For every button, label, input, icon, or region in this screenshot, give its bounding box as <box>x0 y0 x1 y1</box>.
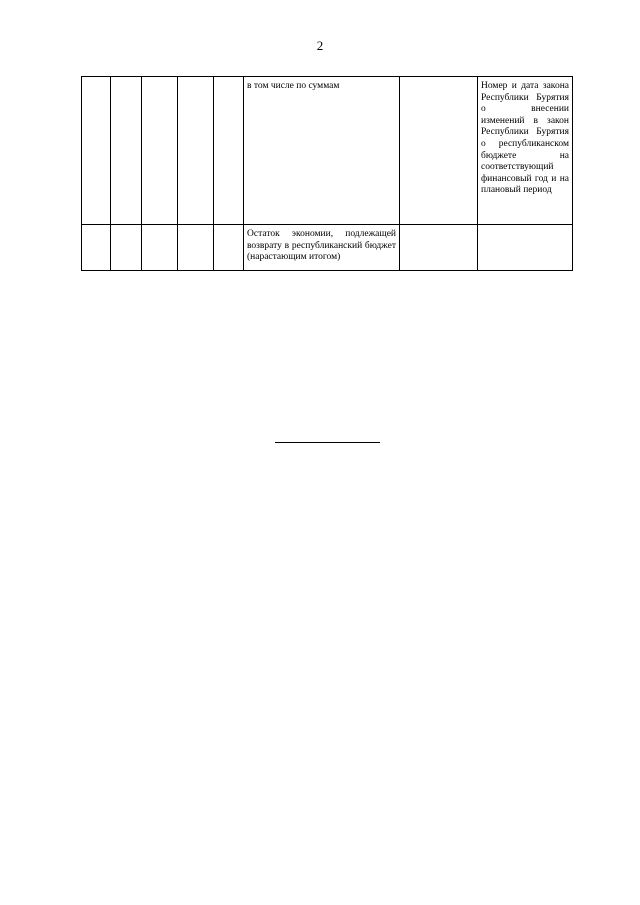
table-cell-note: Номер и дата закона Республики Бурятия о внесении изменений в закон Республики Бурятия о республиканском бюджете на соответствующий финансовый год и на плановый период <box>478 77 573 225</box>
table-cell-empty <box>214 225 244 271</box>
table-cell-empty <box>82 77 111 225</box>
table-cell-empty <box>214 77 244 225</box>
table-cell-description: Остаток экономии, подлежащей возврату в республиканский бюджет (нарастающим итогом) <box>244 225 400 271</box>
page-number: 2 <box>316 38 324 53</box>
table-cell-empty <box>111 77 142 225</box>
table-cell-empty <box>142 77 178 225</box>
table-cell-amount <box>400 77 478 225</box>
table-cell-amount <box>400 225 478 271</box>
table-cell-empty <box>82 225 111 271</box>
table-cell-empty <box>178 225 214 271</box>
table-cell-empty <box>111 225 142 271</box>
table-cell-note <box>478 225 573 271</box>
table-cell-empty <box>142 225 178 271</box>
end-of-document-divider <box>275 442 380 443</box>
table-row <box>82 77 573 225</box>
document-table <box>81 76 573 271</box>
table-cell-empty <box>178 77 214 225</box>
table-row <box>82 225 573 271</box>
table-cell-description: в том числе по суммам <box>244 77 400 225</box>
